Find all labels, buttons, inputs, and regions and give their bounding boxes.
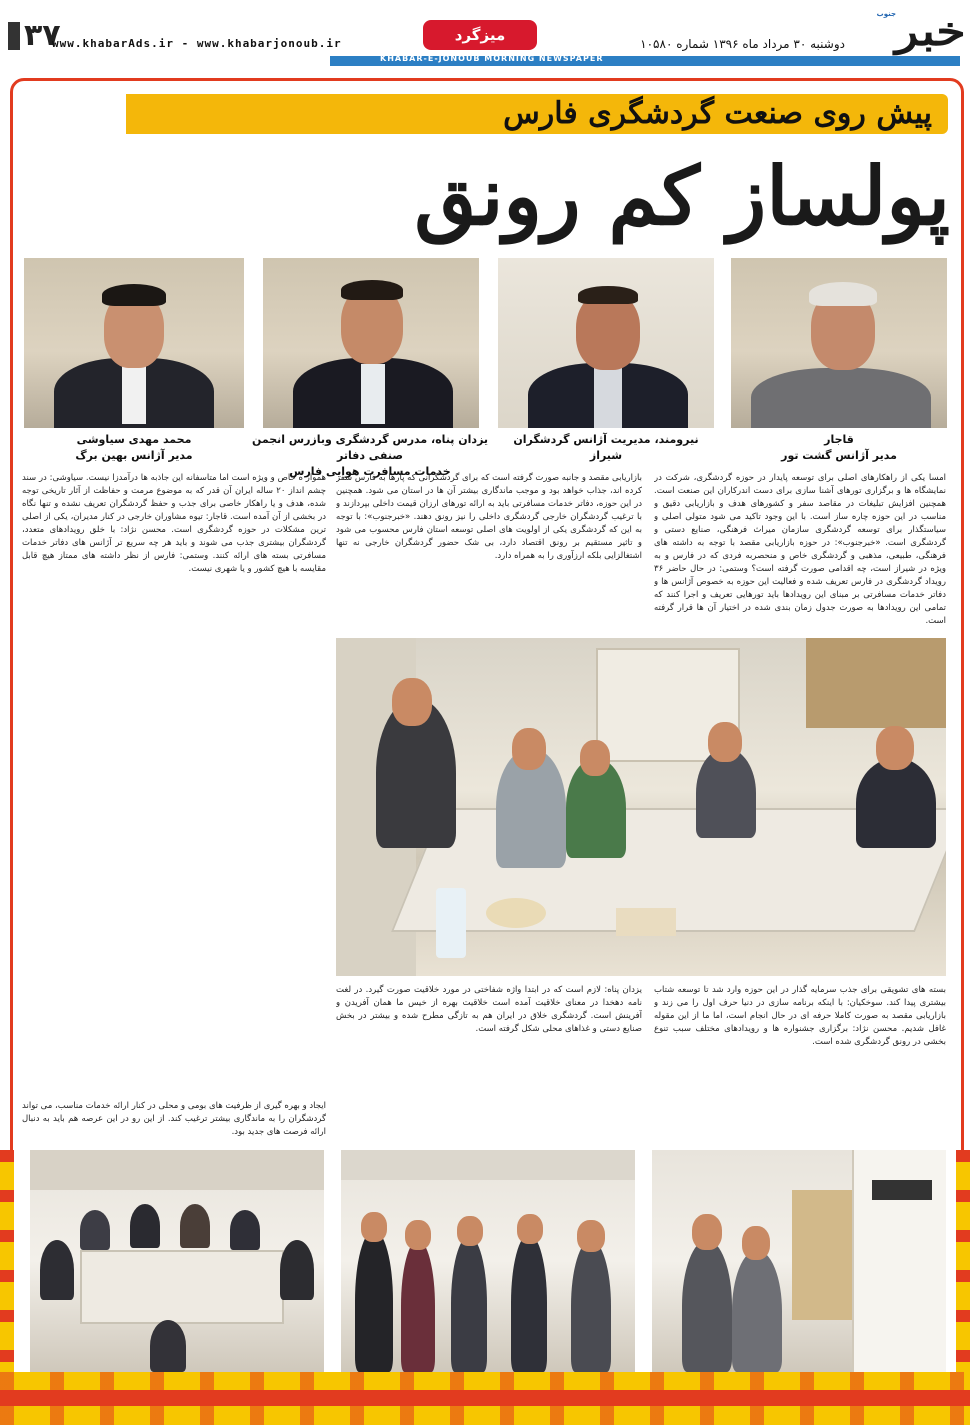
- article-column-3-text: هموار ه خاص و ویژه است اما متاسفانه این جاذبه ها درآمدزا نیست. سیاوشی: در سند چشم انداز ۲۰ ساله ایران آن قدر که به موضوع مرمت و حفاظت از آثار تاریخی توجه شده، هدف و یا راهکار خاصی برای جذب و حفظ گردشگران تعریف نشده و تنها نگاه در بخشی از آن آمده است. قاجار: تیوه مشاوران خارجی در کنار مدیران، یکی از اصلی ترین مشکلات در حوزه گردشگری است. محسن نژاد: با خلق رویدادهای متعدد، گردشگران بیشتری جذب می شوند و باید هر چه سریع تر آژانس های دفاتر خدمات مسافرتی بسته های ارائه کنند. وستمی: فارس از نظر داشته های ممتاز هیچ قابل مقایسه با هیچ کشور و یا شهری نیست.: [22, 473, 326, 574]
- article-column-1: [654, 472, 946, 632]
- caption-qajar-name: قاجار: [824, 433, 854, 446]
- article-column-2: [336, 472, 642, 632]
- masthead: [0, 0, 970, 72]
- article-subtitle: پیش روی صنعت گردشگری فارس: [503, 96, 932, 131]
- caption-siavashi-role: مدیر آژانس بهین برگ: [75, 449, 193, 462]
- bottom-photo-group-standing: [341, 1150, 635, 1372]
- bottom-decorative-border: [0, 1372, 970, 1425]
- caption-siavashi-name: محمد مهدی سیاوشی: [76, 433, 192, 446]
- caption-niroomand-role: شیراز: [589, 449, 623, 462]
- round-table: [80, 1250, 284, 1324]
- article-column-2-text: بازاریابی مقصد و جانبه صورت گرفته است که برای گردشگرانی که پارها به فارس سفر کرده اند، جذاب خواهد بود و موجب ماندگاری بیشتر آن ها در استان می شود. همچنین در این حوزه، دفاتر خدمات مسافرتی باید به ارائه تورهای ارزان قیمت داخلی بپردازند و با ترغیب گردشگران خارجی گردشگری داخلی را نیز رونق دهند. «خبرجنوب»: با توجه به این که گردشگری یکی از اولویت های اصلی توسعه استان فارس محسوب می شود و تاثیر مستقیم بر رونق اقتصاد دارد، بی شک حضور گردشگران خارجی نه تنها اشتغالزایی بلکه ارزآوری را به همراه دارد.: [336, 473, 642, 561]
- page-number-bar: [8, 22, 20, 50]
- portrait-siavashi: [24, 258, 244, 428]
- caption-niroomand: [498, 432, 714, 464]
- article-title: پولساز کم رونق: [414, 149, 950, 243]
- right-decorative-border: [956, 1150, 970, 1372]
- portrait-qajar: [731, 258, 947, 428]
- newspaper-english-name: KHABAR-E-JONOUB MORNING NEWSPAPER: [380, 54, 604, 63]
- meeting-photo: [336, 638, 946, 976]
- portrait-yazdanpanah: [263, 258, 479, 428]
- caption-qajar-role: مدیر آژانس گشت تور: [781, 449, 897, 462]
- article-column-1-lower: [654, 984, 946, 1134]
- caption-yazdanpanah-name: یزدان پناه، مدرس گردشگری وبازرس انجمن صنفی دفاتر: [251, 433, 489, 462]
- issue-dateline: دوشنبه ۳۰ مرداد ماه ۱۳۹۶ شماره ۱۰۵۸۰: [640, 37, 845, 51]
- article-column-1-lower-text: بسته های تشویقی برای جذب سرمایه گذار در این حوزه وارد شد تا توسعه شتاب بیشتری پیدا کند. سوخکیان: با اینکه برنامه سازی در دنیا حرف اول را می زند و بازاریابی مقصد به صورت کاملا حرفه ای در حال انجام است، اما ما از این مقوله غافل شدیم. محسن نژاد: برگزاری جشنواره ها و رویدادهای مختلف سبب تنوع بخشی در رونق گردشگری شده است.: [654, 985, 946, 1047]
- left-decorative-border: [0, 1150, 14, 1372]
- article-column-1-text: امسا یکی از راهکارهای اصلی برای توسعه پایدار در حوزه گردشگری، شرکت در نمایشگاه ها و برگزاری تورهای آشنا سازی برای دست اندرکاران این صنعت است. همچنین افزایش تبلیغات در مقاصد سفر و کشورهای هدف و بازاریابی دقیق و مناسب در این حوزه چاره ساز است. با این وجود تاکید می شود متولی اصلی و سیاستگذار برای توسعه گردشگری سازمان میراث فرهنگی، صنایع دستی و گردشگری است. «خبرجنوب»: در حوزه بازاریابی مقصد با توجه به داشته های فرهنگی، طبیعی، مذهبی و گردشگری خاص و منحصربه فردی که در فارس و به ویژه در شیراز است، چه اقدامی صورت گرفته است؟ وستمی: در حال حاضر ۳۶ رویداد گردشگری در فارس تعریف شده و فعالیت این حوزه به خصوص آژانس ها و دفاتر خدمات مسافرتی بر مبنای این رویدادها باید تورهایی تعریف و اجرا کنند که تمامی این رویدادها به صورت جدول زمان بندی شده در اختیار آن ها قرار گرفته است.: [654, 473, 946, 626]
- newspaper-logo: [860, 8, 966, 60]
- article-column-3-lower: [22, 1100, 326, 1140]
- caption-qajar: [731, 432, 947, 464]
- article-column-2-lower: [336, 984, 642, 1134]
- section-tag: میزگرد: [423, 20, 537, 50]
- portrait-niroomand: [498, 258, 714, 428]
- website-urls[interactable]: www.khabarAds.ir - www.khabarjonoub.ir: [52, 37, 342, 50]
- article-column-3-lower-text: ایجاد و بهره گیری از ظرفیت های بومی و محلی در کنار ارائه خدمات مناسب، می تواند گردشگران را به ماندگاری بیشتر ترغیب کند. از این رو در این عرصه هم باید به دنبال ارائه فرصت های جدید بود.: [22, 1101, 326, 1137]
- bottom-photo-exhibition: [652, 1150, 946, 1372]
- bottom-photo-round-table: [30, 1150, 324, 1372]
- article-column-2-lower-text: یزدان پناه: لازم است که در ابتدا واژه شفاختی در مورد خلاقیت صورت گیرد. در لغت نامه دهخدا در معنای خلاقیت آمده است خلاقیت بهره از خیس ما همان آفریدن و آفرینش است. گردشگری خلاق در ایران هم به تازگی مطرح شده و بیشتر در بخش صنایع دستی و غذاهای محلی شکل گرفته است.: [336, 985, 642, 1034]
- caption-niroomand-name: نیرومند، مدیریت آژانس گردشگران: [513, 433, 699, 446]
- caption-siavashi: [24, 432, 244, 464]
- page-number: ۳۷: [24, 18, 61, 53]
- logo-text: خبر: [895, 8, 966, 55]
- caption-yazdanpanah-role: خدمات مسافرت هوایی فارس: [289, 465, 451, 478]
- logo-sub: جنوب: [876, 10, 896, 18]
